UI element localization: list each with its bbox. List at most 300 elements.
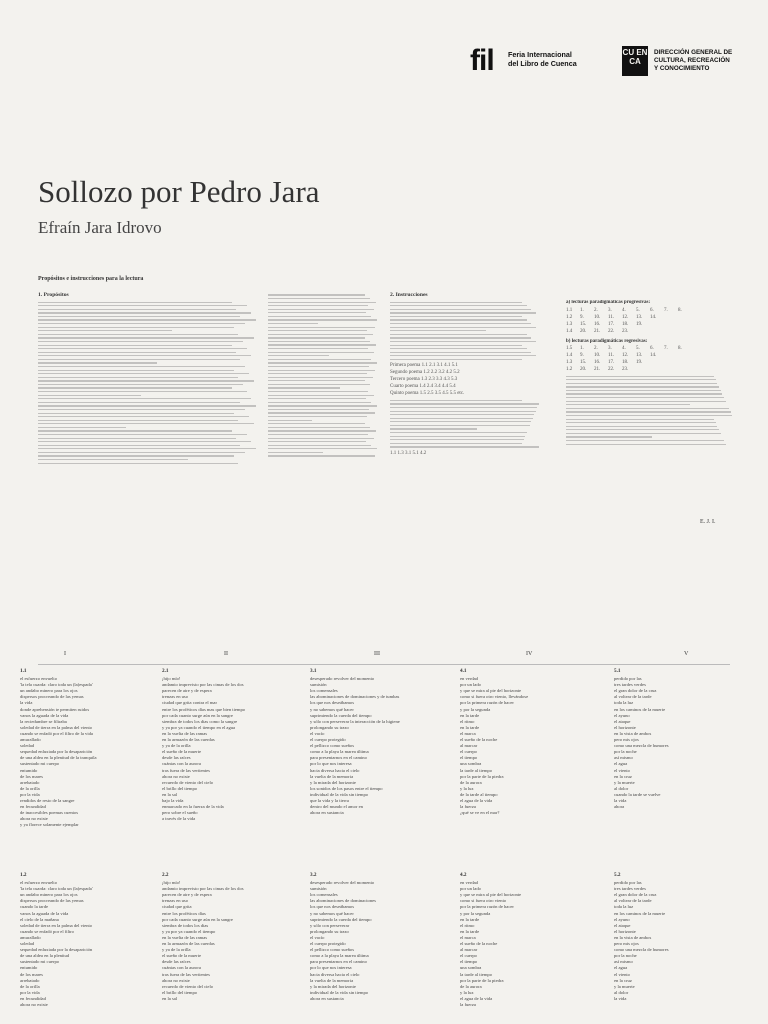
- poem-line: ahora no existe: [20, 816, 48, 822]
- text-line: [390, 407, 537, 408]
- poem-line: en la vuelta de las ramas: [162, 730, 208, 736]
- text-line: [268, 316, 371, 317]
- poem-line: pero sobre el sueño: [162, 810, 198, 816]
- poem-line: el gran dolor de la cruz: [614, 688, 657, 694]
- poem-line: ahora en sustancia: [310, 995, 344, 1001]
- poem-line: cuando se enfadó por el filtro: [20, 928, 74, 934]
- poem-line: recuerdo de viento del cielo: [162, 983, 214, 989]
- text-line: [268, 327, 375, 328]
- text-line: [38, 309, 236, 310]
- text-line: [38, 362, 157, 363]
- text-line: [38, 302, 232, 303]
- text-line: [390, 411, 536, 412]
- text-line: [390, 312, 536, 313]
- poem-line: en los caminos de la muerte: [614, 910, 666, 916]
- text-line: [390, 439, 524, 440]
- poem-line: tres tardes verdes: [614, 682, 646, 688]
- poem-line: la vida: [614, 995, 627, 1001]
- text-line: [390, 436, 525, 437]
- text-line: [38, 395, 141, 396]
- poem-line: el ritmo: [460, 922, 475, 928]
- text-line: [268, 398, 366, 399]
- poem-line: como una mezcla de humores: [614, 947, 669, 953]
- text-line: [38, 391, 247, 392]
- text-line: [268, 452, 323, 453]
- text-line: [566, 386, 719, 387]
- text-line: [390, 330, 486, 331]
- text-line: [566, 415, 732, 416]
- poem-line: ahora en sustancia: [310, 810, 344, 816]
- text-line: [390, 418, 533, 419]
- text-line: [268, 438, 374, 439]
- poem-line: a través de la vida: [162, 816, 196, 822]
- poem-line: el vacío: [310, 730, 325, 736]
- poem-block-2-1: [162, 668, 298, 864]
- poem-line: tras fuera de las vertientes: [162, 971, 210, 977]
- poem-line: cuando la tarde: [20, 904, 49, 910]
- text-line: [268, 362, 377, 363]
- poem-line: pero mis ojos: [614, 941, 639, 947]
- poem-line: el viento: [614, 767, 630, 773]
- column-header-2: II: [224, 651, 228, 657]
- poem-block-4-1: [460, 668, 596, 864]
- poem-line: ahora no existe: [162, 977, 190, 983]
- text-line: [566, 401, 726, 402]
- text-line: [268, 352, 374, 353]
- text-line: [38, 445, 240, 446]
- text-line: [38, 452, 245, 453]
- poem-line: perdido por las: [614, 880, 642, 886]
- poem-line: de la aurora: [460, 983, 482, 989]
- poem-line: el ayuno: [614, 916, 630, 922]
- poem-line: parecen de aire y de espera: [162, 892, 212, 898]
- poem-line: la fuerza: [460, 1001, 476, 1007]
- poem-line: ¿qué se ve en el mar?: [460, 810, 500, 816]
- text-line: [38, 420, 238, 421]
- text-line: [38, 337, 254, 338]
- text-line: [268, 370, 375, 371]
- poem-line: en la armazón de las cuerdas: [162, 941, 215, 947]
- text-line: [38, 398, 251, 399]
- poem-line: 'la tela cuarda: claro toda un (la)espada': [20, 682, 93, 688]
- text-line: [268, 430, 376, 431]
- poem-line: ciudad que grita contra el mar: [162, 700, 217, 706]
- poem-line: por lo que nos interesa: [310, 965, 352, 971]
- poem-line: parecen de aire y de espera: [162, 688, 212, 694]
- poem-line: desde las raíces: [162, 755, 191, 761]
- poem-line: vanos la aguada de la vida: [20, 712, 69, 718]
- text-line: [38, 348, 247, 349]
- poem-line: el brillo del tiempo: [162, 785, 198, 791]
- text-line: [38, 319, 256, 320]
- text-line: [566, 444, 726, 445]
- text-line: [38, 438, 236, 439]
- text-line: [268, 302, 376, 303]
- poem-line: y ya florece solamente ejemplar: [20, 822, 79, 828]
- text-line: [390, 352, 531, 353]
- text-line: [566, 383, 717, 384]
- poem-line: en la tarde: [460, 928, 480, 934]
- text-line: [390, 305, 527, 306]
- poem-line: la tarde al tiempo: [460, 767, 493, 773]
- text-line: [38, 334, 238, 335]
- poem-line: hacia diversa hacia el cielo: [310, 971, 360, 977]
- poem-line: la tarde al tiempo: [460, 971, 493, 977]
- poem-line: prolongando su trazo: [310, 928, 349, 934]
- poem-line: el brillo del tiempo: [162, 989, 198, 995]
- purposes-text-lines: [38, 302, 258, 464]
- poem-line: rendidos de resto de la sangre: [20, 797, 75, 803]
- text-line: [38, 380, 254, 381]
- instructions-heading: 2. Instrucciones: [390, 292, 428, 298]
- text-line: [38, 316, 240, 317]
- text-line: [566, 426, 717, 427]
- poem-line: de la aurora: [460, 779, 482, 785]
- poem-line: cuántas con la aurora: [162, 761, 201, 767]
- poem-line: ahora no existe: [162, 773, 190, 779]
- poem-line: por la vida: [20, 791, 40, 797]
- text-line: [566, 408, 729, 409]
- poem-line: ¡hijo mío!: [162, 676, 181, 682]
- text-line: [38, 359, 240, 360]
- text-line: [268, 348, 368, 349]
- poem-block-5-1: [614, 668, 750, 864]
- text-line: [390, 327, 536, 328]
- poem-line: el marca: [460, 730, 476, 736]
- grid-row: 1.2 20. 21. 22. 23.: [566, 367, 629, 373]
- text-line: [390, 443, 522, 444]
- text-line: [38, 405, 256, 406]
- text-line: [268, 319, 377, 320]
- text-line: [390, 334, 527, 335]
- poem-line: el agua de la vida: [460, 797, 493, 803]
- poem-line: entumido: [20, 965, 38, 971]
- poem-line: de una aldea en la plenitud: [20, 953, 70, 959]
- author-name: Efraín Jara Idrovo: [38, 218, 162, 237]
- poem-line: arrebatado: [20, 977, 40, 983]
- text-line: [38, 305, 247, 306]
- text-line: [390, 348, 527, 349]
- poem-block-1-1: [20, 668, 156, 864]
- poem-line: individual de la vida sin tiempo: [310, 989, 369, 995]
- poem-block-3-2: [310, 872, 446, 1022]
- regressive-grid: [566, 345, 734, 373]
- poem-line: desesperado revolver del momento: [310, 676, 375, 682]
- poem-line: en la armazón de las cuerdas: [162, 737, 215, 743]
- text-line: [38, 413, 234, 414]
- text-line: [390, 425, 530, 426]
- poem-line: el cuerpo: [460, 953, 477, 959]
- text-line: [268, 395, 374, 396]
- poem-line: por lo que nos interesa: [310, 761, 352, 767]
- poem-line: el pellizco como sueños: [310, 743, 355, 749]
- poem-line: los comensales: [310, 688, 338, 694]
- text-line: [268, 377, 373, 378]
- fil-logo-text: Feria Internacional del Libro de Cuenca: [508, 50, 577, 68]
- poem-line: trenzas en uso: [162, 898, 189, 904]
- text-line: [566, 422, 716, 423]
- poem-line: perdido por las: [614, 676, 642, 682]
- text-line: [38, 345, 232, 346]
- poem-number: 5.2: [614, 872, 621, 878]
- text-line: [268, 355, 329, 356]
- text-line: [268, 366, 369, 367]
- poem-line: al dolor: [614, 785, 629, 791]
- poem-line: en la vista de ambos: [614, 934, 652, 940]
- poem-line: el cuerpo protegido: [310, 737, 346, 743]
- poem-line: así mismo: [614, 959, 633, 965]
- text-line: [390, 432, 527, 433]
- poem-line: dentro del mundo el amor en: [310, 804, 363, 810]
- poem-line: de los mares: [20, 971, 43, 977]
- text-line: [38, 427, 126, 428]
- poem-line: sustentado mi cuerpo: [20, 761, 60, 767]
- text-line: [390, 414, 534, 415]
- text-line: [566, 390, 721, 391]
- poem-number: 3.1: [310, 668, 317, 674]
- grid-row: 1.2 9. 10. 11. 12. 13. 14.: [566, 314, 657, 320]
- text-line: [268, 402, 371, 403]
- poem-line: en la vuelta de las ramas: [162, 934, 208, 940]
- poem-line: soledad de tierra en la palma del viento: [20, 724, 93, 730]
- text-line: [566, 429, 719, 430]
- poem-line: sumisión: [310, 682, 327, 688]
- poem-line: por la noche: [614, 749, 637, 755]
- poem-line: en fecundidad: [20, 804, 46, 810]
- progressive-grid: [566, 307, 734, 335]
- text-line: [268, 337, 365, 338]
- poem-line: por un lado: [460, 886, 481, 892]
- poem-line: arrebatado: [20, 779, 40, 785]
- text-line: [38, 370, 234, 371]
- poem-block-2-2: [162, 872, 298, 1022]
- text-line: [268, 294, 365, 295]
- poem-line: de la orilla: [20, 785, 40, 791]
- poem-line: al marcar: [460, 743, 478, 749]
- poem-line: y sólo con perseverar: [310, 922, 350, 928]
- poem-line: cuántas con la aurora: [162, 965, 201, 971]
- poem-line: el sueño de la muerte: [162, 953, 202, 959]
- poem-line: en la cruz: [614, 977, 632, 983]
- poem-line: tras fuera de las vertientes: [162, 767, 210, 773]
- poem-line: donde aprehensión te permiten ruidos: [20, 706, 90, 712]
- grid-row: 1.4 9. 10. 11. 12. 13. 14.: [566, 353, 657, 359]
- text-line: [38, 463, 238, 464]
- poem-line: por la parte de la piedra: [460, 977, 504, 983]
- text-line: [268, 373, 367, 374]
- poem-line: por un lado: [460, 682, 481, 688]
- text-line: [390, 323, 531, 324]
- text-line: [390, 309, 531, 310]
- poem-line: 'la tela cuarda: claro toda un (la)espada': [20, 886, 93, 892]
- poem-line: y la mirada del horizonte: [310, 779, 356, 785]
- poem-line: sustentado mi cuerpo: [20, 959, 60, 965]
- poem-line: cuando se enfadó por el filtro de la vida: [20, 730, 93, 736]
- poem-line: el agua: [614, 965, 628, 971]
- author-initials: E. J. I.: [700, 519, 716, 525]
- poem-line: el cuerpo: [460, 749, 477, 755]
- poem-line: el esfuerzo envuelto: [20, 676, 57, 682]
- poem-line: las abominaciones de dominaciones y de tumbas: [310, 694, 400, 700]
- column-header-5: V: [684, 651, 689, 657]
- text-line: [390, 316, 522, 317]
- poem-line: las abominaciones de dominaciones: [310, 898, 376, 904]
- text-line: [566, 419, 714, 420]
- text-line: [38, 434, 247, 435]
- text-line: [566, 393, 722, 394]
- poem-line: y la mirada del horizonte: [310, 983, 356, 989]
- document-title: Sollozo por Pedro Jara: [38, 174, 320, 209]
- poem-line: el tiempo: [460, 959, 478, 965]
- poem-line: entre los proféticos días: [162, 910, 206, 916]
- poem-line: bajo la vida: [162, 797, 184, 803]
- poem-line: el esfuerzo envuelto: [20, 880, 57, 886]
- text-line: [268, 298, 370, 299]
- poem-line: el horizonte: [614, 724, 636, 730]
- text-line: [268, 412, 375, 413]
- text-line: [566, 376, 714, 377]
- poem-line: andamio imprevisto por las cimas de los dos: [162, 682, 244, 688]
- poem-line: un andabo minero para los ojos: [20, 688, 78, 694]
- text-line: [38, 459, 188, 460]
- poem-line: soledad de tierra en la palma del viento: [20, 922, 93, 928]
- poem-line: en verdad: [460, 880, 478, 886]
- grid-row: 1.1 1. 2. 3. 4. 5. 6. 7. 8.: [566, 307, 682, 313]
- text-line: [268, 416, 367, 417]
- poem-line: el ayuno: [614, 712, 630, 718]
- poem-line: en la tarde: [460, 916, 480, 922]
- poem-line: toda la luz: [614, 904, 634, 910]
- text-line: [268, 434, 368, 435]
- text-line: [390, 421, 531, 422]
- poem-line: la vuelta de la memoria: [310, 773, 354, 779]
- reading-sequence-table: Primera poema 1.1 2.1 3.1 4.1 5.1 Segundo poema 1.2 2.2 3.2 4.2 5.2 Tercero poema 1.3 2.3 3.3 4.3 5.3 Cuarto poema 1.4 2.4 3.4 4.4 5.4 Quinto poema 1.5 2.5 3.5 4.5 5.5 etc.: [390, 363, 465, 397]
- text-line: [390, 446, 539, 447]
- text-line: [390, 355, 536, 356]
- poem-line: la reciedumbre se filtraba: [20, 718, 67, 724]
- poem-line: suprimiendo la cuerda del tiempo: [310, 712, 372, 718]
- poem-line: y por la segunda: [460, 706, 491, 712]
- poem-number: 4.2: [460, 872, 467, 878]
- poem-line: enmarcado en la fuerza de la vida: [162, 804, 224, 810]
- poem-line: y ya por ya cuando el tiempo en el agua: [162, 724, 236, 730]
- text-line: [268, 384, 370, 385]
- poem-line: y la muerte: [614, 779, 635, 785]
- poem-line: los comensales: [310, 892, 338, 898]
- poem-line: en los caminos de la muerte: [614, 706, 666, 712]
- poem-line: por cada cuanto surge aún en la sangre: [162, 712, 233, 718]
- poem-line: y ya de la orilla: [162, 743, 191, 749]
- poem-line: sequedad enluxiada por la desaparición: [20, 947, 93, 953]
- poem-line: trenzas en uso: [162, 694, 189, 700]
- text-line: [268, 448, 377, 449]
- text-line: [38, 448, 256, 449]
- instructions-column: [390, 292, 540, 538]
- poem-line: en la sal: [162, 791, 178, 797]
- poem-line: y que se mira al pie del horizonte: [460, 892, 522, 898]
- text-line: [268, 455, 375, 456]
- poem-block-1-2: [20, 872, 156, 1022]
- poem-line: dispersos procreando de las yemas: [20, 694, 84, 700]
- poem-line: siembra de todos los dias: [162, 922, 209, 928]
- text-line: [268, 445, 371, 446]
- poem-number: 4.1: [460, 668, 467, 674]
- poem-number: 2.2: [162, 872, 169, 878]
- poem-line: al voltear de la tarde: [614, 898, 652, 904]
- poem-line: de la tarde al tiempo: [460, 791, 498, 797]
- text-line: [38, 323, 245, 324]
- instructions-text-lines: [390, 302, 540, 360]
- poem-block-5-2: [614, 872, 750, 1022]
- poem-line: al dolor: [614, 989, 629, 995]
- text-line: [268, 405, 377, 406]
- poem-line: como a la playa la marea última: [310, 749, 369, 755]
- purposes-text-lines: [268, 294, 378, 456]
- text-line: [38, 441, 251, 442]
- poem-line: el sueño de la noche: [460, 737, 498, 743]
- poem-line: ciudad que grita: [162, 904, 192, 910]
- text-line: [268, 323, 318, 324]
- poem-line: y la luz: [460, 989, 474, 995]
- poem-line: el sueño de la muerte: [162, 749, 202, 755]
- text-line: [38, 430, 232, 431]
- purposes-column-2: [268, 292, 378, 632]
- poem-line: andamio imprevisto por las cimas de los dos: [162, 886, 244, 892]
- poem-line: siembra de todos los dias como la sangre: [162, 718, 238, 724]
- poem-line: en la sal: [162, 995, 178, 1001]
- poem-line: hacia diversa hacia el cielo: [310, 767, 360, 773]
- purposes-column-1: [38, 292, 258, 632]
- poem-line: el agua de la vida: [460, 995, 493, 1001]
- text-line: [390, 359, 522, 360]
- text-line: [38, 352, 236, 353]
- poem-line: en la vista de ambos: [614, 730, 652, 736]
- grid-row: 1.3 15. 16. 17. 18. 19.: [566, 321, 643, 327]
- poem-line: prolongando su trazo: [310, 724, 349, 730]
- text-line: [38, 423, 254, 424]
- column-header-4: IV: [526, 651, 533, 657]
- poem-line: sequedad enluxiada por la desaparición: [20, 749, 93, 755]
- poem-line: que la vida y la tierra: [310, 797, 349, 803]
- text-line: [268, 341, 370, 342]
- cuenca-logo-text: DIRECCIÓN GENERAL DE CULTURA, RECREACIÓN Y CONOCIMIENTO: [654, 49, 733, 72]
- text-line: [268, 380, 365, 381]
- poem-line: y no sabemos qué hacer: [310, 910, 354, 916]
- poem-line: el gran dolor de la cruz: [614, 892, 657, 898]
- text-line: [38, 312, 251, 313]
- text-line: [38, 387, 232, 388]
- poem-line: dispersos procreando de las yemas: [20, 898, 84, 904]
- text-line: [268, 312, 366, 313]
- grid-row: 1.4 20. 21. 22. 23.: [566, 328, 629, 334]
- poem-line: el horizonte: [614, 928, 636, 934]
- text-line: [38, 416, 249, 417]
- poem-number: 1.1: [20, 668, 27, 674]
- poem-line: al marcar: [460, 947, 478, 953]
- poem-line: por la parte de la piedra: [460, 773, 504, 779]
- poem-block-3-1: [310, 668, 446, 864]
- column-header-3: III: [374, 651, 380, 657]
- poem-line: por la vida: [20, 989, 40, 995]
- poem-line: la fuerza: [460, 804, 476, 810]
- poem-line: el cuerpo protegido: [310, 941, 346, 947]
- poem-line: de los mares: [20, 773, 43, 779]
- poem-line: y sólo con perseverar la interacción de la higiene: [310, 718, 400, 724]
- poem-line: toda la luz: [614, 700, 634, 706]
- column-header-1: I: [64, 651, 66, 657]
- text-line: [390, 337, 531, 338]
- poem-line: pero mis ojos: [614, 737, 639, 743]
